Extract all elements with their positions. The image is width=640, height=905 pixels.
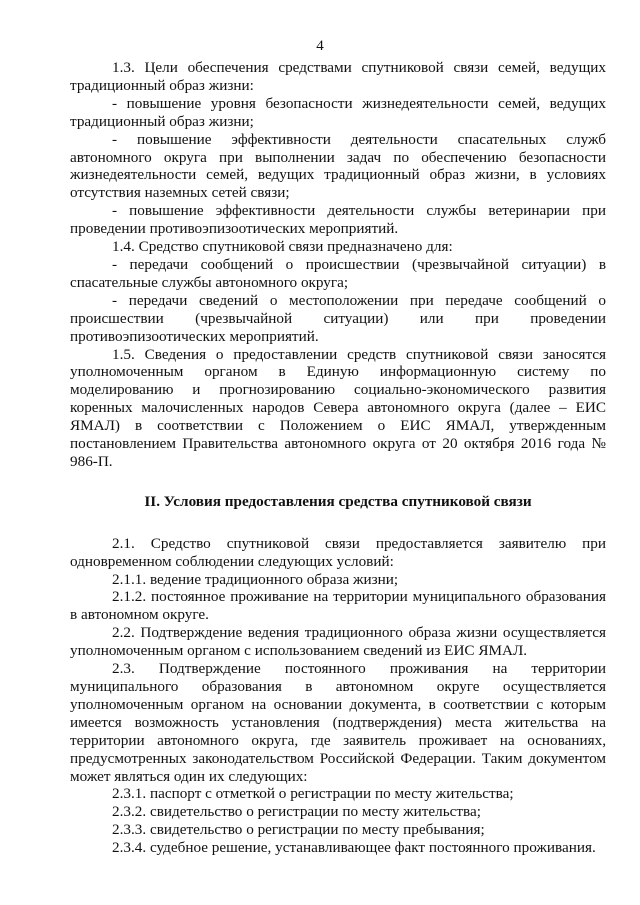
paragraph-1-3-b: - повышение эффективности деятельности спасательных служб автономного округа при выполнении задач по обеспечению безопасности жизнедеятельности семей, ведущих традиционный образ жизни, в условиях отсутствия наземных сетей связи;	[70, 130, 606, 202]
paragraph-1-3-c: - повышение эффективности деятельности службы ветеринарии при проведении противоэпизоотических мероприятий.	[70, 202, 606, 238]
paragraph-2-3-3: 2.3.3. свидетельство о регистрации по месту пребывания;	[112, 821, 485, 839]
document-body	[70, 59, 606, 857]
paragraph-1-4-a: - передачи сообщений о происшествии (чрезвычайной ситуации) в спасательные службы автономного округа;	[70, 255, 606, 291]
paragraph-1-5: 1.5. Сведения о предоставлении средств спутниковой связи заносятся уполномоченным органом в Единую информационную систему по моделированию и прогнозированию социально-экономического развития коренных малочисленных народов Севера автономного округа (далее – ЕИС ЯМАЛ) в соответствии с Положением о ЕИС ЯМАЛ, утвержденным постановлением Правительства автономного округа от 20 октября 2016 года № 986-П.	[70, 345, 606, 470]
paragraph-1-3-a: - повышение уровня безопасности жизнедеятельности семей, ведущих традиционный образ жизни;	[70, 94, 606, 130]
page-number: 4	[316, 38, 324, 54]
paragraph-2-1: 2.1. Средство спутниковой связи предоставляется заявителю при одновременном соблюдении следующих условий:	[70, 534, 606, 570]
paragraph-2-3-1: 2.3.1. паспорт с отметкой о регистрации по месту жительства;	[112, 785, 514, 803]
paragraph-2-1-2: 2.1.2. постоянное проживание на территории муниципального образования в автономном округе.	[70, 588, 606, 624]
paragraph-1-3: 1.3. Цели обеспечения средствами спутниковой связи семей, ведущих традиционный образ жизни:	[70, 59, 606, 94]
paragraph-2-3-4: 2.3.4. судебное решение, устанавливающее факт постоянного проживания.	[112, 839, 596, 857]
paragraph-2-2: 2.2. Подтверждение ведения традиционного образа жизни осуществляется уполномоченным органом с использованием сведений из ЕИС ЯМАЛ.	[70, 624, 606, 660]
paragraph-1-4-b: - передачи сведений о местоположении при передаче сообщений о происшествии (чрезвычайной ситуации) или при проведении противоэпизоотических мероприятий.	[70, 291, 606, 345]
paragraph-2-1-1: 2.1.1. ведение традиционного образа жизни;	[112, 570, 399, 588]
paragraph-2-3-2: 2.3.2. свидетельство о регистрации по месту жительства;	[112, 803, 481, 821]
section-2-heading: II. Условия предоставления средства спутниковой связи	[144, 492, 532, 510]
paragraph-2-3: 2.3. Подтверждение постоянного проживания на территории муниципального образования в автономном округе осуществляется уполномоченным органом на основании документа, в соответствии с которым имеется возможность установления (подтверждения) места жительства на территории автономного округа, где заявитель проживает на основаниях, предусмотренных законодательством Российской Федерации. Таким документом может являться один их следующих:	[70, 660, 606, 785]
paragraph-1-4: 1.4. Средство спутниковой связи предназначено для:	[112, 238, 453, 256]
